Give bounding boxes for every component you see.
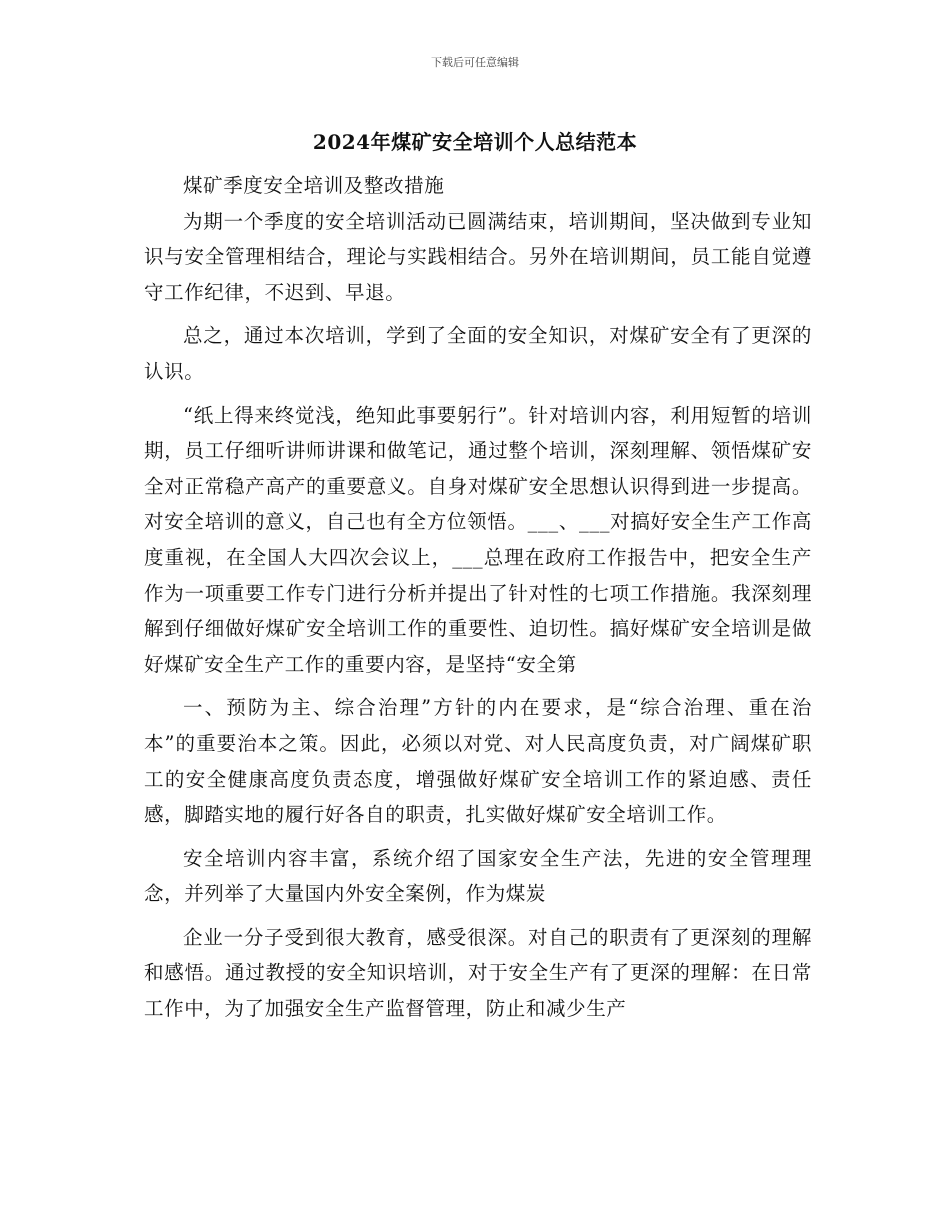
paragraph: 煤矿季度安全培训及整改措施 [183, 174, 445, 197]
paragraph: 总之，通过本次培训，学到了全面的安全知识，对煤矿安全有了更深的认识。 [144, 324, 812, 383]
document-body [144, 168, 812, 1027]
header-note: 下载后可任意编辑 [431, 56, 519, 69]
paragraph: 企业一分子受到很大教育，感受很深。对自己的职责有了更深刻的理解和感悟。通过教授的安全知识培训，对于安全生产有了更深的理解：在日常工作中，为了加强安全生产监督管理，防止和减少生产 [144, 925, 812, 1021]
paragraph: “纸上得来终觉浅，绝知此事要躬行”。针对培训内容，利用短暂的培训期，员工仔细听讲师讲课和做笔记，通过整个培训，深刻理解、领悟煤矿安全对正常稳产高产的重要意义。自身对煤矿安全思想认识得到进一步提高。对安全培训的意义，自己也有全方位领悟。___、___对搞好安全生产工作高度重视，在全国人大四次会议上，___总理在政府工作报告中，把安全生产作为一项重要工作专门进行分析并提出了针对性的七项工作措施。我深刻理解到仔细做好煤矿安全培训工作的重要性、迫切性。搞好煤矿安全培训是做好煤矿安全生产工作的重要内容，是坚持“安全第 [144, 403, 812, 676]
paragraph: 为期一个季度的安全培训活动已圆满结束，培训期间，坚决做到专业知识与安全管理相结合，理论与实践相结合。另外在培训期间，员工能自觉遵守工作纪律，不迟到、早退。 [144, 209, 812, 304]
document-title: 2024年煤矿安全培训个人总结范本 [312, 130, 638, 154]
paragraph: 一、预防为主、综合治理”方针的内在要求，是“综合治理、重在治本”的重要治本之策。因此，必须以对党、对人民高度负责，对广阔煤矿职工的安全健康高度负责态度，增强做好煤矿安全培训工作的紧迫感、责任感，脚踏实地的履行好各自的职责，扎实做好煤矿安全培训工作。 [144, 696, 812, 827]
paragraph: 安全培训内容丰富，系统介绍了国家安全生产法，先进的安全管理理念，并列举了大量国内外安全案例，作为煤炭 [144, 846, 812, 906]
